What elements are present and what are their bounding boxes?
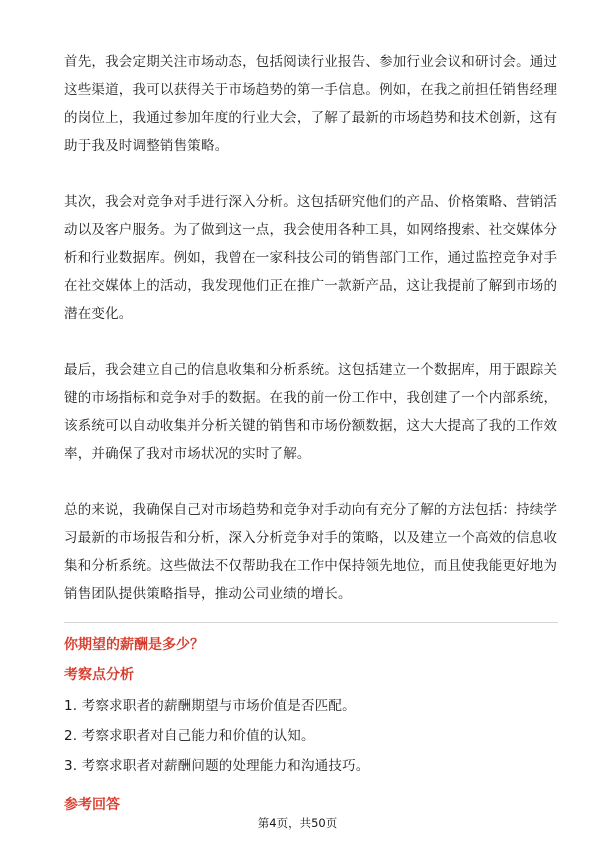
paragraph-3: 最后，我会建立自己的信息收集和分析系统。这包括建立一个数据库，用于跟踪关键的市场指标和竞争对手的数据。在我的前一份工作中，我创建了一个内部系统，该系统可以自动收集并分析关键的销售和市场份额数据，这大大提高了我的工作效率，并确保了我对市场状况的实时了解。 xyxy=(64,362,558,462)
answer-heading: 参考回答 xyxy=(64,797,120,813)
analysis-list xyxy=(64,691,558,781)
analysis-item-1: 1. 考察求职者的薪酬期望与市场价值是否匹配。 xyxy=(64,698,356,714)
section-divider xyxy=(64,622,558,623)
document-body xyxy=(64,48,558,821)
analysis-heading: 考察点分析 xyxy=(64,667,134,683)
paragraph-1: 首先，我会定期关注市场动态，包括阅读行业报告、参加行业会议和研讨会。通过这些渠道，我可以获得关于市场趋势的第一手信息。例如，在我之前担任销售经理的岗位上，我通过参加年度的行业大会，了解了最新的市场趋势和技术创新，这有助于我及时调整销售策略。 xyxy=(64,54,558,154)
analysis-item-2: 2. 考察求职者对自己能力和价值的认知。 xyxy=(64,728,315,744)
page-footer: 第4页，共50页 xyxy=(257,816,338,830)
paragraph-4: 总的来说，我确保自己对市场趋势和竞争对手动向有充分了解的方法包括：持续学习最新的市场报告和分析，深入分析竞争对手的策略，以及建立一个高效的信息收集和分析系统。这些做法不仅帮助我在工作中保持领先地位，而且使我能更好地为销售团队提供策略指导，推动公司业绩的增长。 xyxy=(64,502,558,602)
paragraph-2: 其次，我会对竞争对手进行深入分析。这包括研究他们的产品、价格策略、营销活动以及客户服务。为了做到这一点，我会使用各种工具，如网络搜索、社交媒体分析和行业数据库。例如，我曾在一家科技公司的销售部门工作，通过监控竞争对手在社交媒体上的活动，我发现他们正在推广一款新产品，这让我提前了解到市场的潜在变化。 xyxy=(64,194,558,322)
question-heading: 你期望的薪酬是多少？ xyxy=(64,637,204,653)
analysis-item-3: 3. 考察求职者对薪酬问题的处理能力和沟通技巧。 xyxy=(64,758,370,774)
